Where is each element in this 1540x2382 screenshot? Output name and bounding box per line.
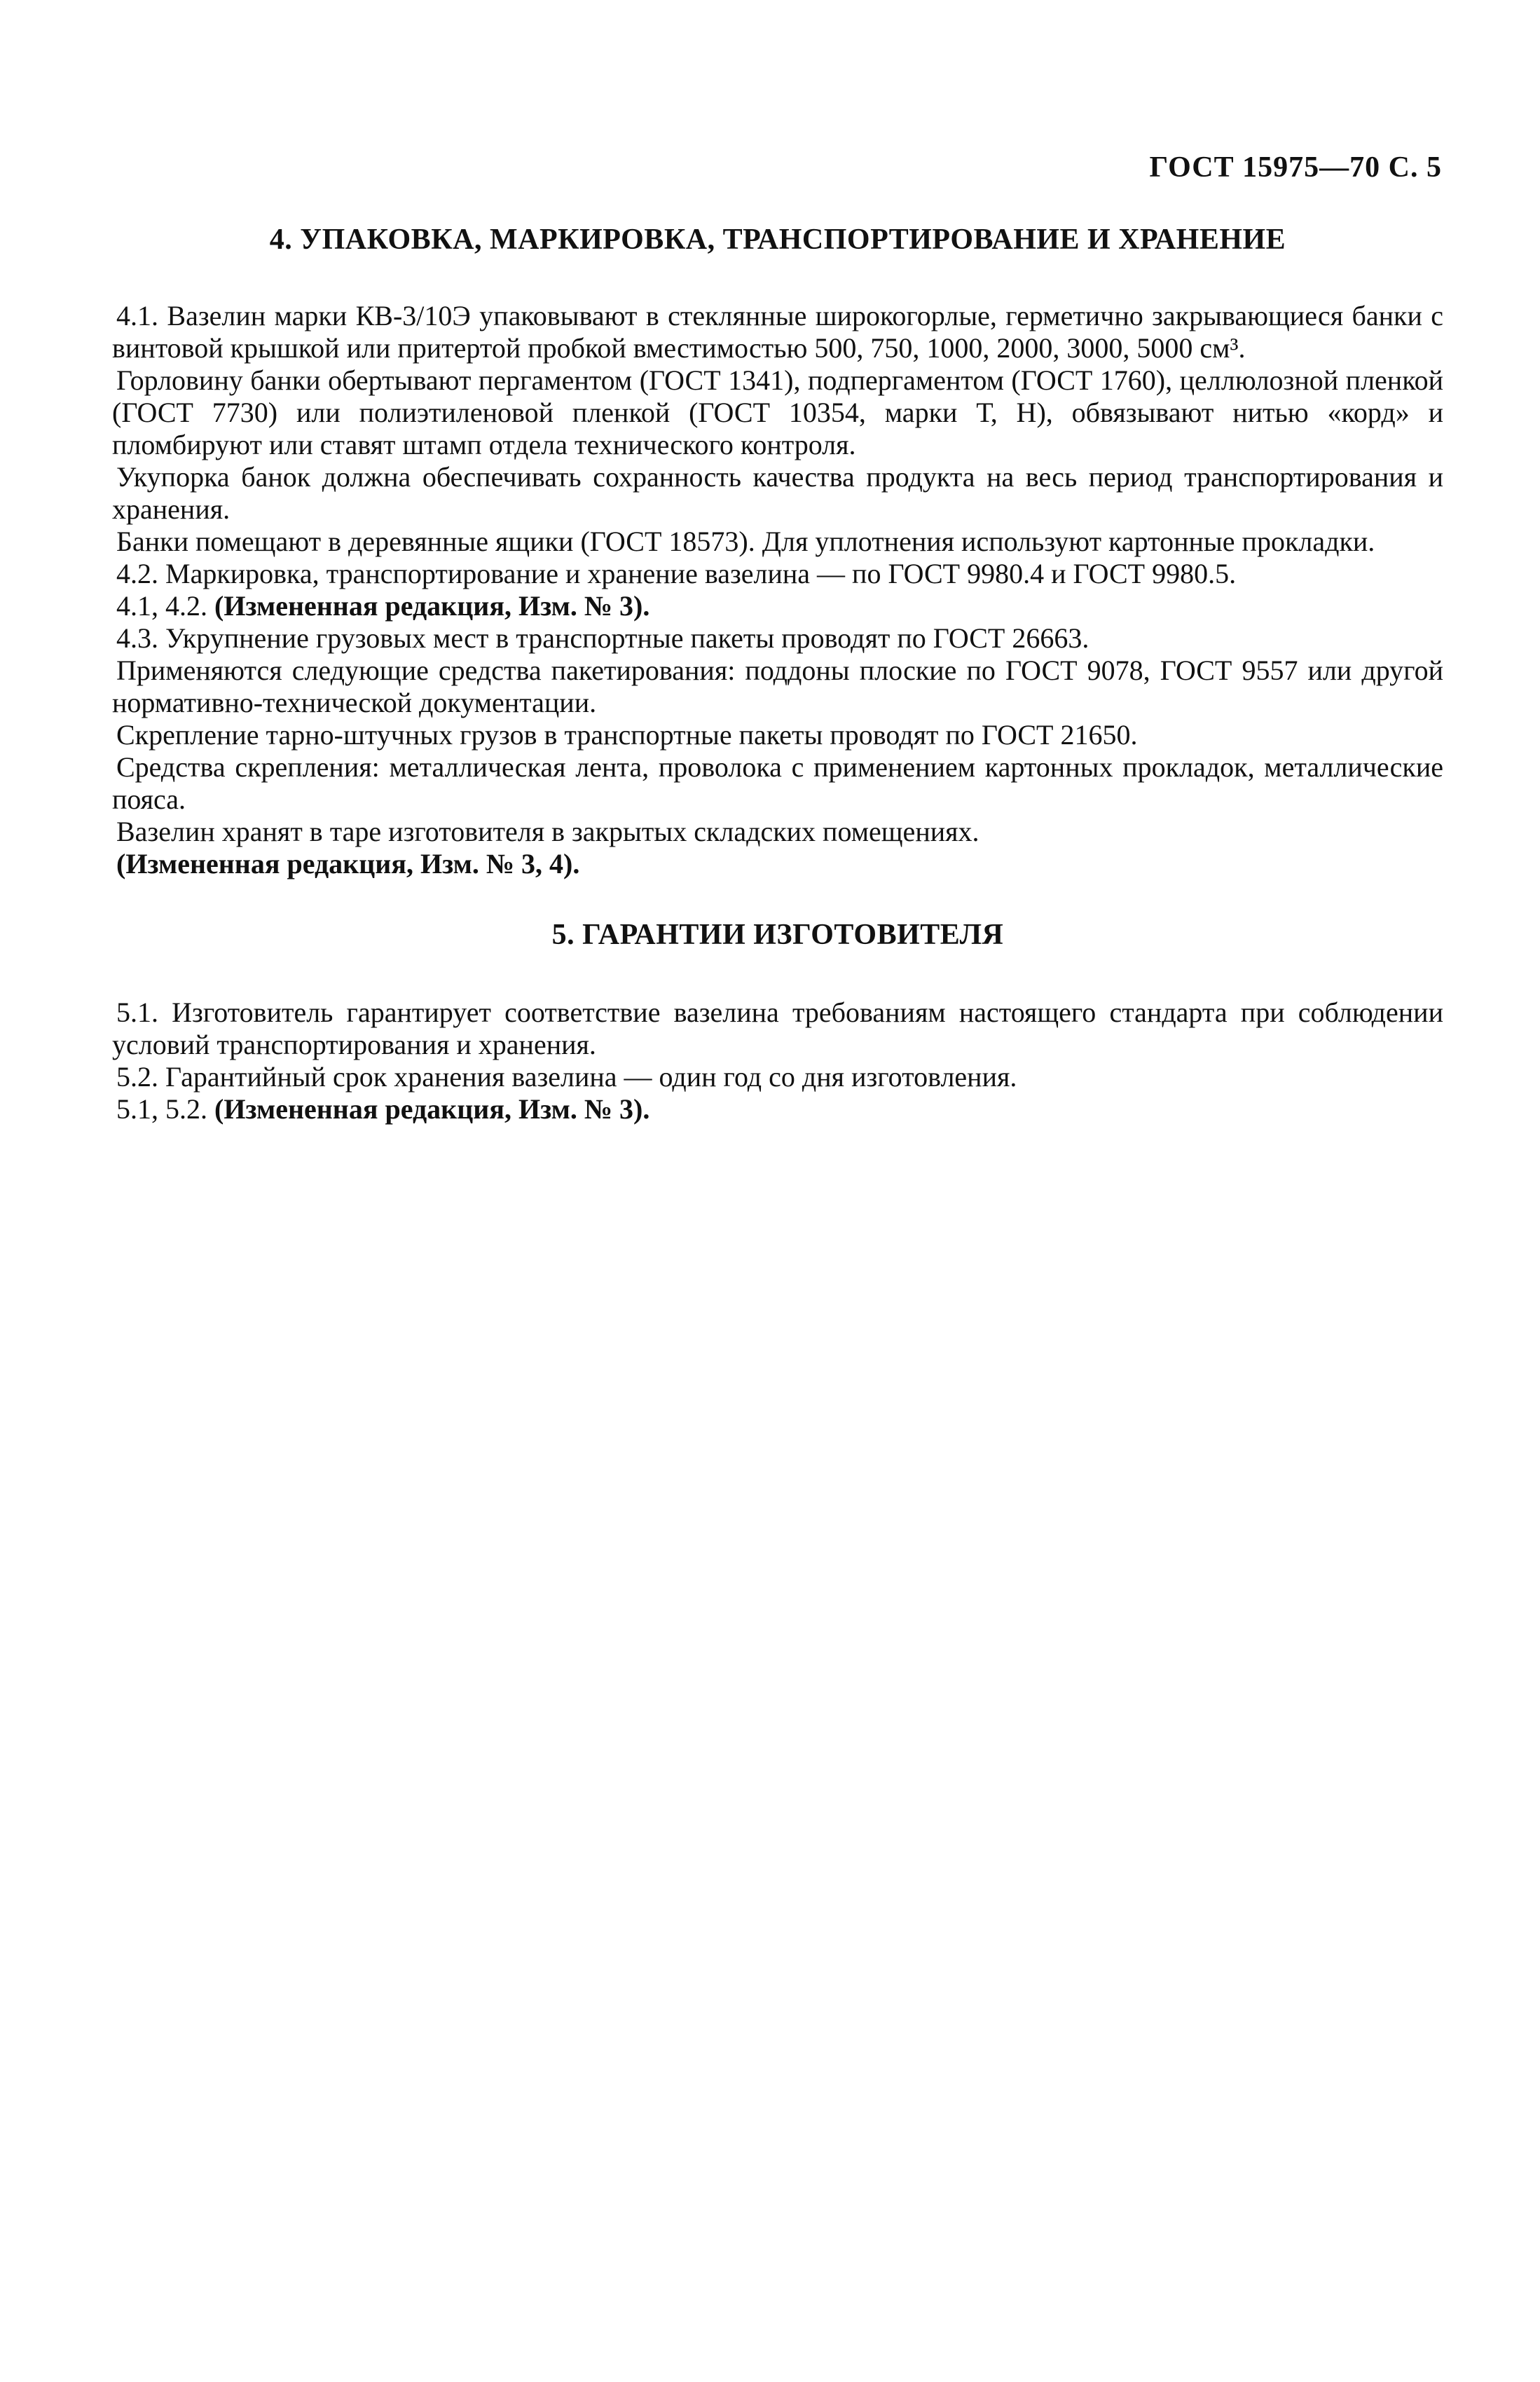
paragraph-revision-5-1-5-2 <box>112 1093 1443 1125</box>
section-4-title: 4. УПАКОВКА, МАРКИРОВКА, ТРАНСПОРТИРОВАНИЕ И ХРАНЕНИЕ <box>269 224 1286 256</box>
paragraph-text: 4.3. Укрупнение грузовых мест в транспортные пакеты проводят по ГОСТ 26663. <box>116 622 1089 654</box>
paragraph-5-1 <box>112 997 1443 1061</box>
paragraph-sealing <box>112 461 1443 526</box>
paragraph-4-1 <box>112 300 1443 364</box>
revision-ref: 5.1, 5.2. <box>116 1093 207 1125</box>
paragraph-revision-3-4 <box>112 848 1443 880</box>
document-body <box>112 210 1443 1125</box>
paragraph-text: 4.1. Вазелин марки КВ-3/10Э упаковывают в стеклянные широкогорлые, герметично закрывающиеся банки с винтовой крышкой или притертой пробкой вместимостью 500, 750, 1000, 2000, 3000, 5000 см³. <box>112 300 1443 364</box>
revision-ref: 4.1, 4.2. <box>116 590 207 622</box>
paragraph-text: Горловину банки обертывают пергаментом (ГОСТ 1341), подпергаментом (ГОСТ 1760), целлюлозной пленкой (ГОСТ 7730) или полиэтиленовой пленкой (ГОСТ 10354, марки Т, Н), обвязывают нитью «корд» и пломбируют или ставят штамп отдела технического контроля. <box>112 364 1443 460</box>
paragraph-fastening-means <box>112 751 1443 816</box>
paragraph-4-2 <box>112 558 1443 590</box>
revision-note: (Измененная редакция, Изм. № 3). <box>214 590 650 622</box>
paragraph-revision-4-1-4-2 <box>112 590 1443 622</box>
paragraph-text: 5.2. Гарантийный срок хранения вазелина — один год со дня изготовления. <box>116 1061 1017 1093</box>
paragraph-boxes <box>112 526 1443 558</box>
paragraph-text: Средства скрепления: металлическая лента, проволока с применением картонных прокладок, металлические пояса. <box>112 751 1443 815</box>
paragraph-text: 4.2. Маркировка, транспортирование и хранение вазелина — по ГОСТ 9980.4 и ГОСТ 9980.5. <box>116 558 1237 589</box>
paragraph-fastening <box>112 719 1443 751</box>
paragraph-5-2 <box>112 1061 1443 1093</box>
paragraph-text: 5.1. Изготовитель гарантирует соответствие вазелина требованиям настоящего стандарта при соблюдении условий транспортирования и хранения. <box>112 997 1443 1060</box>
paragraph-4-3 <box>112 622 1443 655</box>
paragraph-text: Применяются следующие средства пакетирования: поддоны плоские по ГОСТ 9078, ГОСТ 9557 или другой нормативно-технической документации. <box>112 655 1443 718</box>
paragraph-neck-wrapping <box>112 364 1443 461</box>
paragraph-text: Укупорка банок должна обеспечивать сохранность качества продукта на весь период транспортирования и хранения. <box>112 461 1443 525</box>
paragraph-text: Банки помещают в деревянные ящики (ГОСТ 18573). Для уплотнения используют картонные прокладки. <box>116 526 1375 557</box>
section-5-title: 5. ГАРАНТИИ ИЗГОТОВИТЕЛЯ <box>551 919 1004 951</box>
revision-note: (Измененная редакция, Изм. № 3). <box>214 1093 650 1125</box>
paragraph-text: Вазелин хранят в таре изготовителя в закрытых складских помещениях. <box>116 816 979 847</box>
paragraph-storage <box>112 816 1443 848</box>
revision-note: (Измененная редакция, Изм. № 3, 4). <box>116 848 580 879</box>
running-header: ГОСТ 15975—70 С. 5 <box>1149 151 1442 184</box>
paragraph-pallets <box>112 655 1443 719</box>
paragraph-text: Скрепление тарно-штучных грузов в транспортные пакеты проводят по ГОСТ 21650. <box>116 719 1138 751</box>
